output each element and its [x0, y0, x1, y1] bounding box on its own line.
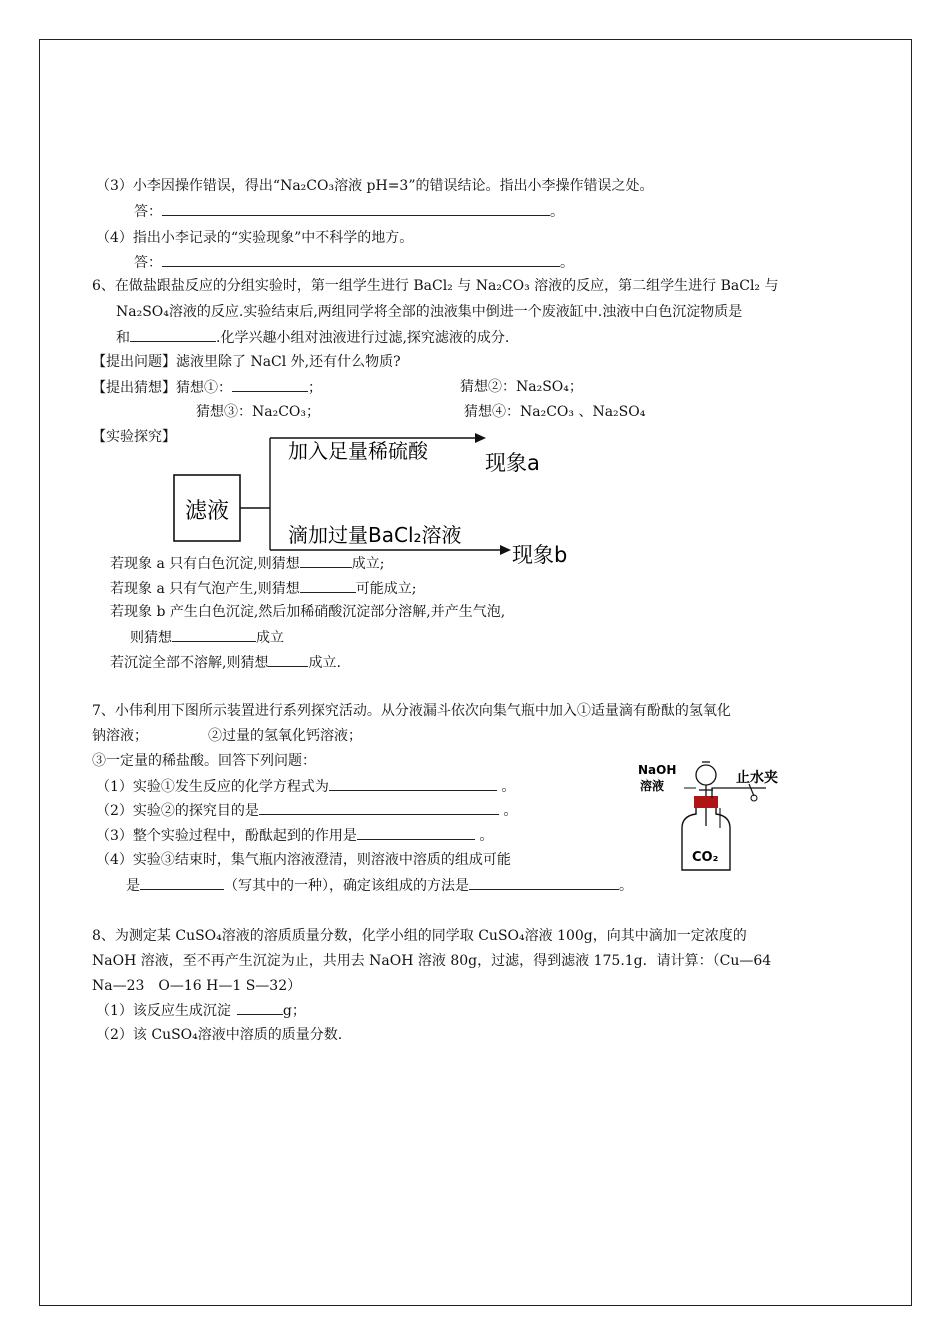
q6-line-2: Na₂SO₄溶液的反应.实验结束后,两组同学将全部的浊液集中倒进一个废液缸中.浊液中白色沉淀物质是 — [116, 304, 743, 320]
q8-part1-text: （1）该反应生成沉淀 — [96, 1003, 231, 1019]
separatory-funnel-icon — [696, 765, 716, 785]
q5-part3: （3）小李因操作错误，得出“Na₂CO₃溶液 pH=3”的错误结论。指出小李操作错误之处。 — [96, 178, 654, 194]
q6-guess-3: 猜想③：Na₂CO₃； — [196, 404, 321, 420]
q6-result-4 — [130, 627, 284, 648]
q5-part3-answer — [134, 201, 564, 222]
q7-part4-method-text: （写其中的一种），确定该组成的方法是 — [224, 878, 469, 894]
q6-result-5 — [110, 652, 341, 673]
period: 。 — [560, 255, 574, 271]
q7-line-1: 7、小伟利用下图所示装置进行系列探究活动。从分液漏斗依次向集气瓶中加入①适量滴有酚酞的氢氧化 — [92, 703, 731, 719]
q7-line-2a: 钠溶液； — [92, 728, 148, 744]
period: 。 — [479, 828, 494, 844]
phenomenon-a-label: 现象a — [485, 451, 540, 475]
q6-line-3-text: .化学兴趣小组对浊液进行过滤,探究滤液的成分. — [216, 330, 510, 346]
answer-blank[interactable] — [162, 252, 560, 267]
period: 。 — [501, 779, 516, 795]
rubber-stopper — [694, 796, 718, 808]
result-2-end: 可能成立; — [355, 581, 417, 597]
equation-blank[interactable] — [329, 776, 497, 791]
q7-part1 — [96, 776, 515, 797]
q8-line-2: NaOH 溶液，至不再产生沉淀为止，共用去 NaOH 溶液 80g，过滤，得到滤液 175.1g．请计算：（Cu—64 — [92, 953, 772, 969]
result-4-end: 成立 — [256, 630, 284, 646]
naoh-label: NaOH — [638, 763, 677, 777]
purpose-blank[interactable] — [259, 800, 499, 815]
role-blank[interactable] — [357, 825, 475, 840]
filtrate-label: 滤液 — [184, 499, 230, 524]
q5-part4-answer — [134, 252, 574, 273]
result-4-blank[interactable] — [172, 627, 256, 642]
add-bacl2-label: 滴加过量BaCl₂溶液 — [288, 523, 462, 547]
arrow-b-icon — [500, 545, 511, 555]
period: 。 — [503, 803, 518, 819]
q7-line-2b: ②过量的氢氧化钙溶液； — [208, 728, 362, 744]
q6-explore: 【实验探究】 — [92, 429, 176, 445]
guess-1-blank[interactable] — [232, 377, 308, 392]
q6-result-3: 若现象 b 产生白色沉淀,然后加稀硝酸沉淀部分溶解,并产生气泡, — [110, 604, 506, 620]
answer-label: 答： — [134, 204, 162, 220]
add-sulfuric-acid-label: 加入足量稀硫酸 — [288, 439, 428, 463]
period: 。 — [550, 204, 564, 220]
result-4-text: 则猜想 — [130, 630, 172, 646]
phenomenon-b-label: 现象b — [512, 543, 568, 567]
result-2-text: 若现象 a 只有气泡产生,则猜想 — [110, 581, 300, 597]
result-5-end: 成立. — [308, 655, 341, 671]
q6-and: 和 — [116, 330, 130, 346]
q7-part3 — [96, 825, 493, 846]
q6-guess-4: 猜想④：Na₂CO₃ 、Na₂SO₄ — [464, 404, 646, 420]
q7-part3-text: （3）整个实验过程中，酚酞起到的作用是 — [96, 828, 357, 844]
q6-question: 【提出问题】滤液里除了 NaCl 外,还有什么物质? — [92, 354, 401, 370]
result-1-blank[interactable] — [300, 553, 352, 568]
clamp-label: 止水夹 — [736, 770, 778, 786]
q6-result-2 — [110, 578, 416, 599]
q6-guess-1: 【提出猜想】猜想①： ； — [92, 377, 322, 398]
q7-part2-text: （2）实验②的探究目的是 — [96, 803, 259, 819]
q5-part4: （4）指出小李记录的“实验现象”中不科学的地方。 — [96, 230, 414, 246]
q8-part1-unit: g； — [282, 1003, 306, 1019]
solution-label: 溶液 — [640, 779, 665, 793]
q7-part4-is: 是 — [126, 878, 140, 894]
q6-result-1 — [110, 553, 384, 574]
q7-part1-text: （1）实验①发生反应的化学方程式为 — [96, 779, 329, 795]
q8-part1 — [96, 1000, 306, 1021]
result-5-text: 若沉淀全部不溶解,则猜想 — [110, 655, 269, 671]
result-1-text: 若现象 a 只有白色沉淀,则猜想 — [110, 556, 300, 572]
q6-line-1: 6、在做盐跟盐反应的分组实验时，第一组学生进行 BaCl₂ 与 Na₂CO₃ 溶液的反应，第二组学生进行 BaCl₂ 与 — [92, 278, 779, 294]
arrow-a-icon — [475, 433, 486, 443]
composition-blank[interactable] — [140, 875, 224, 890]
q7-part2 — [96, 800, 517, 821]
q7-line-3: ③一定量的稀盐酸。回答下列问题： — [92, 753, 316, 769]
q7-line-2 — [92, 726, 362, 746]
result-2-blank[interactable] — [300, 578, 356, 593]
q7-part4-line-2 — [126, 875, 633, 896]
method-blank[interactable] — [469, 875, 619, 890]
answer-blank[interactable] — [162, 201, 550, 216]
period: 。 — [619, 878, 633, 894]
result-5-blank[interactable] — [268, 652, 308, 667]
precipitate-blank[interactable] — [130, 327, 216, 342]
mass-blank[interactable] — [237, 1000, 283, 1015]
q8-part2: （2）该 CuSO₄溶液中溶质的质量分数. — [96, 1027, 343, 1043]
answer-label: 答： — [134, 255, 162, 271]
q7-part4: （4）实验③结束时，集气瓶内溶液澄清，则溶液中溶质的组成可能 — [96, 852, 511, 868]
q6-line-3 — [116, 327, 509, 348]
guess-1-label: 【提出猜想】猜想①： — [92, 380, 232, 396]
q6-guess-2: 猜想②：Na₂SO₄； — [460, 379, 583, 395]
q8-line-3: Na—23 O—16 H—1 S—32） — [92, 978, 302, 994]
q8-line-1: 8、为测定某 CuSO₄溶液的溶质质量分数，化学小组的同学取 CuSO₄溶液 100g，向其中滴加一定浓度的 — [92, 928, 747, 944]
apparatus-diagram — [636, 758, 806, 878]
result-1-end: 成立; — [351, 556, 385, 572]
co2-label: CO₂ — [692, 850, 719, 865]
